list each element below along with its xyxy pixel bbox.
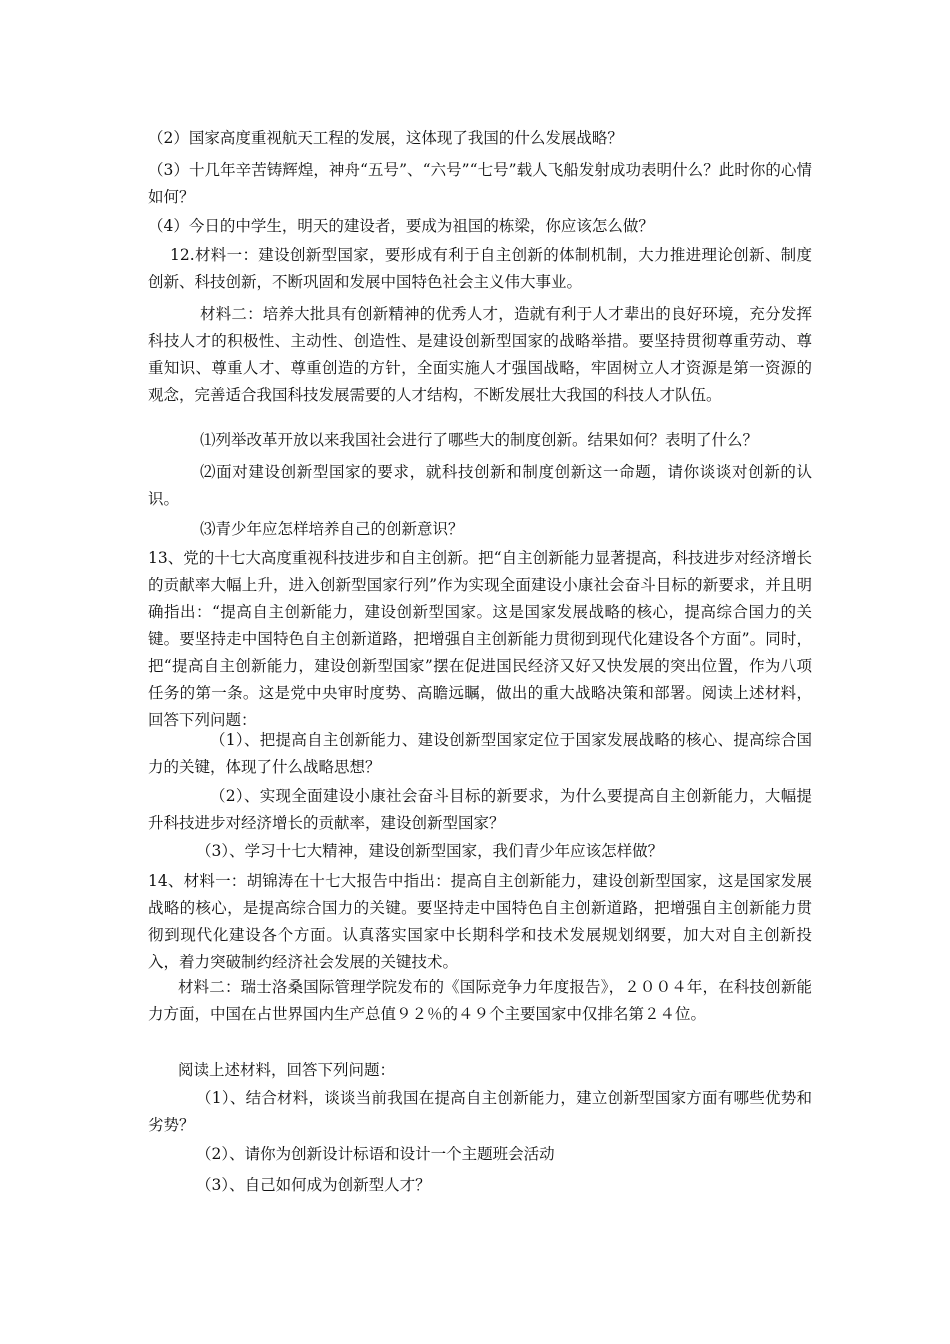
question-14-prompt: 阅读上述材料，回答下列问题： (178, 1061, 396, 1079)
question-13-stem: 13、党的十七大高度重视科技进步和自主创新。把“自主创新能力显著提高，科技进步对经济增长的贡献率大幅上升，进入创新型国家行列”作为实现全面建设小康社会奋斗目标的新要求，并且明确指出：“提高自主创新能力，建设创新型国家。这是国家发展战略的核心，提高综合国力的关键。要坚持走中国特色自主创新道路，把增强自主创新能力贯彻到现代化建设各个方面”。同时，把“提高自主创新能力，建设创新型国家”摆在促进国民经济又好又快发展的突出位置，作为八项任务的第一条。这是党中央审时度势、高瞻远瞩，做出的重大战略决策和部署。阅读上述材料，回答下列问题： (148, 549, 812, 729)
question-11-2: （2）国家高度重视航天工程的发展，这体现了我国的什么发展战略？ (148, 129, 623, 147)
question-11-3: （3）十几年辛苦铸辉煌，神舟“五号”、“六号”“七号”载人飞船发射成功表明什么？此时你的心情如何？ (148, 161, 812, 206)
question-12-2: ⑵面对建设创新型国家的要求，就科技创新和制度创新这一命题，请你谈谈对创新的认识。 (148, 463, 812, 508)
question-11-4: （4）今日的中学生，明天的建设者，要成为祖国的栋梁，你应该怎么做？ (148, 217, 654, 235)
question-12-1: ⑴列举改革开放以来我国社会进行了哪些大的制度创新。结果如何？表明了什么？ (200, 431, 759, 449)
question-14-material-2: 材料二：瑞士洛桑国际管理学院发布的《国际竞争力年度报告》，２００４年，在科技创新能力方面，中国在占世界国内生产总值９２％的４９个主要国家中仅排名第２４位。 (148, 978, 812, 1023)
question-13-3: （3）、学习十七大精神，建设创新型国家，我们青少年应该怎样做？ (196, 842, 664, 860)
question-12-3: ⑶青少年应怎样培养自己的创新意识？ (200, 520, 464, 538)
question-12-material-1: 12.材料一：建设创新型国家，要形成有利于自主创新的体制机制，大力推进理论创新、制度创新、科技创新，不断巩固和发展中国特色社会主义伟大事业。 (148, 246, 812, 291)
question-14-material-1: 14、材料一：胡锦涛在十七大报告中指出：提高自主创新能力，建设创新型国家，这是国家发展战略的核心，是提高综合国力的关键。要坚持走中国特色自主创新道路，把增强自主创新能力贯彻到现代化建设各个方面。认真落实国家中长期科学和技术发展规划纲要，加大对自主创新投入，着力突破制约经济社会发展的关键技术。 (148, 872, 812, 971)
question-13-1: （1）、把提高自主创新能力、建设创新型国家定位于国家发展战略的核心、提高综合国力的关键，体现了什么战略思想？ (148, 731, 812, 776)
question-13-2: （2）、实现全面建设小康社会奋斗目标的新要求，为什么要提高自主创新能力，大幅提升科技进步对经济增长的贡献率，建设创新型国家？ (148, 787, 812, 832)
question-14-3: （3）、自己如何成为创新型人才？ (196, 1176, 431, 1194)
question-14-2: （2）、请你为创新设计标语和设计一个主题班会活动 (196, 1145, 555, 1163)
question-12-material-2: 材料二：培养大批具有创新精神的优秀人才，造就有利于人才辈出的良好环境，充分发挥科技人才的积极性、主动性、创造性、是建设创新型国家的战略举措。要坚持贯彻尊重劳动、尊重知识、尊重人才、尊重创造的方针，全面实施人才强国战略，牢固树立人才资源是第一资源的观念，完善适合我国科技发展需要的人才结构，不断发展壮大我国的科技人才队伍。 (148, 305, 812, 404)
question-14-1: （1）、结合材料，谈谈当前我国在提高自主创新能力，建立创新型国家方面有哪些优势和劣势？ (148, 1089, 812, 1134)
